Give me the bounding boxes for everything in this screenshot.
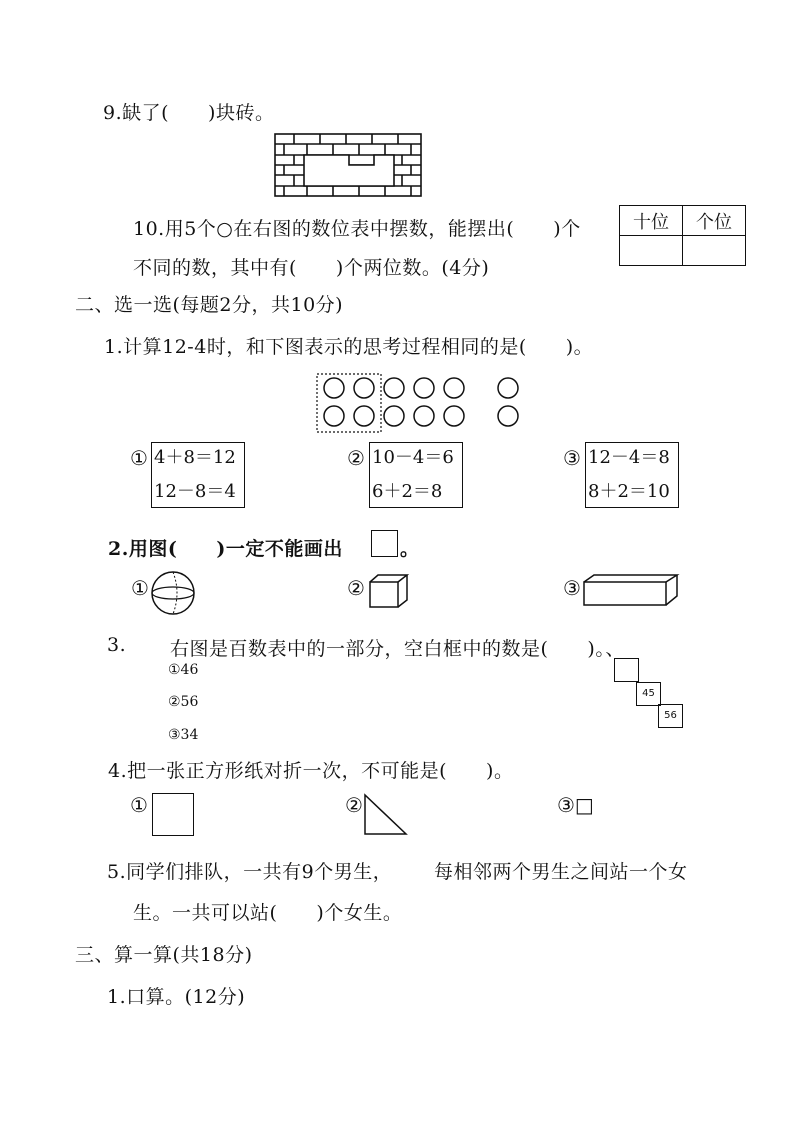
right-triangle-icon xyxy=(364,794,408,836)
question-9-text: 9.缺了( )块砖。 xyxy=(103,102,275,124)
option-1-eq1: 4＋8＝12 xyxy=(154,447,236,468)
s2-question-4-text: 4.把一张正方形纸对折一次，不可能是( )。 xyxy=(108,760,514,782)
q4-option-3: ③□ xyxy=(557,793,594,817)
ones-header: 个位 xyxy=(683,206,746,236)
section2-title: 二、选一选(每题2分，共10分) xyxy=(75,294,344,316)
option-2-equation-box xyxy=(369,442,463,508)
q3-option-2: ②56 xyxy=(168,694,199,710)
hundred-chart-cell-56: 56 xyxy=(658,704,683,728)
s2-question-2-end: 。 xyxy=(400,538,420,560)
option-3-eq2: 8＋2＝10 xyxy=(588,481,670,502)
option-1-mark: ① xyxy=(130,446,148,470)
brick-wall-icon xyxy=(274,133,422,197)
hundred-chart-blank-cell xyxy=(614,658,639,682)
s2-question-2-text: 2.用图( )一定不能画出 xyxy=(108,538,343,560)
counting-circles-figure xyxy=(315,372,525,434)
option-1-equation-box xyxy=(151,442,245,508)
q3-option-3: ③34 xyxy=(168,727,199,743)
s2-question-3-number: 3. xyxy=(107,634,127,656)
question-10-line2: 不同的数，其中有( )个两位数。(4分) xyxy=(133,257,490,279)
place-value-table xyxy=(619,205,746,266)
q3-option-1: ①46 xyxy=(168,662,199,678)
q2-option-2-mark: ② xyxy=(347,576,365,600)
option-3-equation-box xyxy=(585,442,679,508)
tens-header: 十位 xyxy=(620,206,683,236)
s2-question-5-line1a: 5.同学们排队，一共有9个男生， xyxy=(107,861,393,883)
cuboid-icon xyxy=(583,574,679,606)
option-3-eq1: 12－4＝8 xyxy=(588,447,670,468)
q4-option-1-mark: ① xyxy=(130,793,148,817)
sphere-icon xyxy=(150,570,196,616)
s2-question-3-text: 右图是百数表中的一部分，空白框中的数是( )。、 xyxy=(170,638,625,660)
hundred-chart-cell-45: 45 xyxy=(636,682,661,706)
s2-question-5-line1b: 每相邻两个男生之间站一个女 xyxy=(434,861,688,883)
cube-icon xyxy=(369,574,409,608)
option-2-eq1: 10－4＝6 xyxy=(372,447,454,468)
s2-question-5-line2: 生。一共可以站( )个女生。 xyxy=(133,902,403,924)
option-1-eq2: 12－8＝4 xyxy=(154,481,236,502)
q4-option-2-mark: ② xyxy=(345,793,363,817)
tens-cell xyxy=(620,236,683,266)
question-10-line1: 10.用5个○在右图的数位表中摆数，能摆出( )个 xyxy=(133,218,581,240)
s3-question-1-text: 1.口算。(12分) xyxy=(107,986,246,1008)
square-icon xyxy=(371,530,398,557)
section3-title: 三、算一算(共18分) xyxy=(75,944,253,966)
ones-cell xyxy=(683,236,746,266)
s2-question-1-text: 1.计算12-4时，和下图表示的思考过程相同的是( )。 xyxy=(104,336,594,358)
q2-option-1-mark: ① xyxy=(131,576,149,600)
rectangle-icon xyxy=(152,793,194,836)
option-2-eq2: 6＋2＝8 xyxy=(372,481,443,502)
option-2-mark: ② xyxy=(347,446,365,470)
q2-option-3-mark: ③ xyxy=(563,576,581,600)
option-3-mark: ③ xyxy=(563,446,581,470)
